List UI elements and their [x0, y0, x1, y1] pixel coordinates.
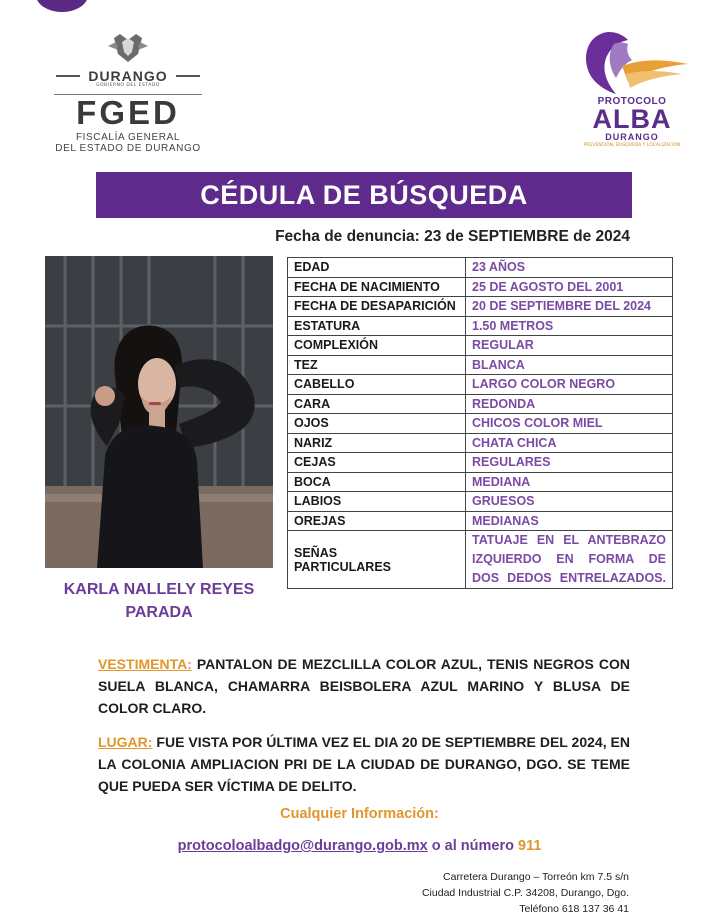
detail-label: TEZ	[288, 355, 466, 375]
fged-logo	[48, 32, 208, 160]
detail-value: MEDIANAS	[466, 511, 673, 531]
state-seal-icon	[106, 32, 150, 66]
detail-label: OJOS	[288, 414, 466, 434]
table-row	[288, 316, 673, 336]
missing-person-photo	[45, 256, 273, 568]
detail-label: ESTATURA	[288, 316, 466, 336]
detail-value: 1.50 METROS	[466, 316, 673, 336]
detail-value: CHICOS COLOR MIEL	[466, 414, 673, 434]
detail-label: NARIZ	[288, 433, 466, 453]
detail-value: REDONDA	[466, 394, 673, 414]
table-row	[288, 433, 673, 453]
clothing-label: VESTIMENTA:	[98, 656, 192, 672]
detail-label: CABELLO	[288, 375, 466, 395]
photo-illustration	[45, 256, 273, 568]
contact-connector: o al número	[427, 838, 518, 854]
corner-decoration	[36, 0, 88, 12]
table-row	[288, 453, 673, 473]
clothing-text: PANTALON DE MEZCLILLA COLOR AZUL, TENIS NEGROS CON SUELA BLANCA, CHAMARRA BEISBOLERA AZUL MARINO Y BLUSA DE COLOR CLARO.	[98, 656, 630, 716]
woman-profile-icon	[578, 30, 690, 96]
address-line1: Carretera Durango – Torreón km 7.5 s/n	[443, 871, 629, 883]
place-paragraph	[98, 731, 630, 797]
detail-label: OREJAS	[288, 511, 466, 531]
alba-tagline: PREVENCIÓN, BÚSQUEDA Y LOCALIZACIÓN	[583, 143, 681, 148]
detail-value: REGULARES	[466, 453, 673, 473]
detail-label: BOCA	[288, 472, 466, 492]
special-marks-value-line1: TATUAJE EN EL ANTEBRAZO	[472, 533, 666, 547]
clothing-paragraph	[98, 653, 630, 719]
table-row	[288, 258, 673, 278]
durango-wordmark	[48, 68, 208, 82]
detail-value: 23 AÑOS	[466, 258, 673, 278]
table-row	[288, 336, 673, 356]
special-marks-value-line2: IZQUIERDO EN FORMA DE	[472, 552, 666, 566]
detail-value: BLANCA	[466, 355, 673, 375]
table-row	[288, 511, 673, 531]
detail-label: FECHA DE DESAPARICIÓN	[288, 297, 466, 317]
place-label: LUGAR:	[98, 734, 153, 750]
detail-value: GRUESOS	[466, 492, 673, 512]
place-text: FUE VISTA POR ÚLTIMA VEZ EL DIA 20 DE SEPTIEMBRE DEL 2024, EN LA COLONIA AMPLIACION PRI DE LA CIUDAD DE DURANGO, DGO. SE TEME QUE PUEDA SER VÍCTIMA DE DELITO.	[98, 734, 630, 794]
fged-acronym: FGED	[76, 94, 180, 131]
title-banner	[96, 172, 632, 218]
fged-name-line2: DEL ESTADO DE DURANGO	[55, 143, 201, 154]
detail-value: CHATA CHICA	[466, 433, 673, 453]
special-marks-label-line1: SEÑAS	[294, 545, 338, 560]
detail-label: CEJAS	[288, 453, 466, 473]
address-line2: Ciudad Industrial C.P. 34208, Durango, Dgo.	[421, 887, 629, 899]
table-row	[288, 355, 673, 375]
state-government-caption: GOBIERNO DEL ESTADO	[96, 83, 160, 88]
detail-label: COMPLEXIÓN	[288, 336, 466, 356]
info-heading: Cualquier Información:	[280, 806, 439, 822]
detail-label: EDAD	[288, 258, 466, 278]
alba-protocolo-word: PROTOCOLO	[597, 96, 667, 107]
table-row	[288, 297, 673, 317]
person-name-line2: PARADA	[125, 604, 193, 621]
detail-value: 20 DE SEPTIEMBRE DEL 2024	[466, 297, 673, 317]
table-row	[288, 414, 673, 434]
table-row	[288, 277, 673, 297]
office-address	[422, 869, 629, 917]
contact-line	[0, 838, 719, 854]
table-row	[288, 375, 673, 395]
table-row-special-marks	[288, 531, 673, 589]
detail-value: LARGO COLOR NEGRO	[466, 375, 673, 395]
table-row	[288, 492, 673, 512]
detail-label: CARA	[288, 394, 466, 414]
special-marks-value-line3: DOS DEDOS ENTRELAZADOS.	[472, 571, 666, 585]
page-title: CÉDULA DE BÚSQUEDA	[200, 179, 528, 210]
detail-label: LABIOS	[288, 492, 466, 512]
address-phone: Teléfono 618 137 36 41	[519, 903, 629, 915]
physical-details-table	[287, 257, 673, 589]
alba-logo	[572, 30, 692, 155]
missing-person-name	[48, 578, 270, 624]
detail-value: REGULAR	[466, 336, 673, 356]
detail-label: FECHA DE NACIMIENTO	[288, 277, 466, 297]
alba-word: ALBA	[592, 104, 672, 134]
special-marks-label	[288, 531, 466, 589]
table-row	[288, 472, 673, 492]
report-date: Fecha de denuncia: 23 de SEPTIEMBRE de 2024	[275, 228, 630, 245]
special-marks-value	[466, 531, 673, 589]
contact-email-link[interactable]: protocoloalbadgo@durango.gob.mx	[177, 838, 428, 854]
special-marks-label-line2: PARTICULARES	[294, 559, 391, 574]
table-row	[288, 394, 673, 414]
emergency-number: 911	[518, 838, 542, 854]
alba-durango-word: DURANGO	[605, 132, 659, 142]
detail-value: MEDIANA	[466, 472, 673, 492]
detail-value: 25 DE AGOSTO DEL 2001	[466, 277, 673, 297]
person-name-line1: KARLA NALLELY REYES	[63, 581, 255, 598]
state-name: DURANGO	[88, 68, 168, 84]
fged-name-line1: FISCALÍA GENERAL	[75, 132, 181, 143]
